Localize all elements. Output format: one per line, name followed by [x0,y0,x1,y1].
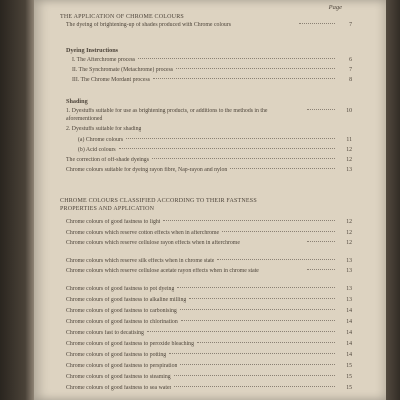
toc-entry: (b) Acid colours 12 [78,147,352,153]
toc-entry: 2. Dyestuffs suitable for shading [66,126,142,132]
page-column-label: Page [328,4,342,11]
toc-entry: Chrome colours of good fastness to peroxide bleaching 14 [66,341,352,347]
toc-entry: Chrome colours which reserve cellulose acetate rayon effects when in chrome state 13 [66,268,352,274]
toc-entry: Chrome colours of good fastness to potting 14 [66,352,352,358]
toc-entry: Chrome colours fast to decatising 14 [66,330,352,336]
toc-entry: Chrome colours of good fastness to carbonising 14 [66,308,352,314]
toc-entry: Chrome colours of good fastness to pot dyeing 13 [66,286,352,292]
section-title-application: THE APPLICATION OF CHROME COLOURS [60,14,184,20]
toc-entry: Chrome colours which reserve cotton effects when in afterchrome 12 [66,230,352,236]
toc-entry: (a) Chrome colours 11 [78,137,352,143]
sub-heading-dyeing: Dyeing Instructions [66,47,119,54]
section-title-classified-cont: PROPERTIES AND APPLICATION [60,206,155,212]
book-left-edge [0,0,36,400]
toc-entry: 1. Dyestuffs suitable for use as brightening products, or additions to the methods in the aforementioned 10 [66,108,352,122]
toc-entry: Chrome colours of good fastness to perspiration 15 [66,363,352,369]
toc-entry: Chrome colours of good fastness to alkaline milling 13 [66,297,352,303]
toc-entry: III. The Chrome Mordant process 8 [72,77,352,83]
toc-entry: Chrome colours suitable for dyeing rayon fibre, Nap-rayon and nylon 13 [66,167,352,173]
contents-page [34,0,386,400]
toc-entry: Chrome colours of good fastness to steaming 15 [66,374,352,380]
toc-entry: Chrome colours of good fastness to chlorination 14 [66,319,352,325]
toc-entry-intro: The dyeing of brightening-up of shades produced with Chrome colours 7 [66,22,352,28]
toc-entry: The correction of off-shade dyeings 12 [66,157,352,163]
toc-entry: Chrome colours of good fastness to light 12 [66,219,352,225]
toc-entry: Chrome colours of good fastness to sea water 15 [66,385,352,391]
toc-entry: Chrome colours which reserve silk effects when in chrome state 13 [66,258,352,264]
toc-entry: I. The Afterchrome process 6 [72,57,352,63]
section-title-classified: CHROME COLOURS CLASSIFIED ACCORDING TO THEIR FASTNESS [60,198,257,204]
toc-entry: Chrome colours which reserve cellulose rayon effects when in afterchrome 12 [66,240,352,246]
sub-heading-shading: Shading [66,98,88,105]
toc-entry: II. The Synchromate (Metachrome) process 7 [72,67,352,73]
